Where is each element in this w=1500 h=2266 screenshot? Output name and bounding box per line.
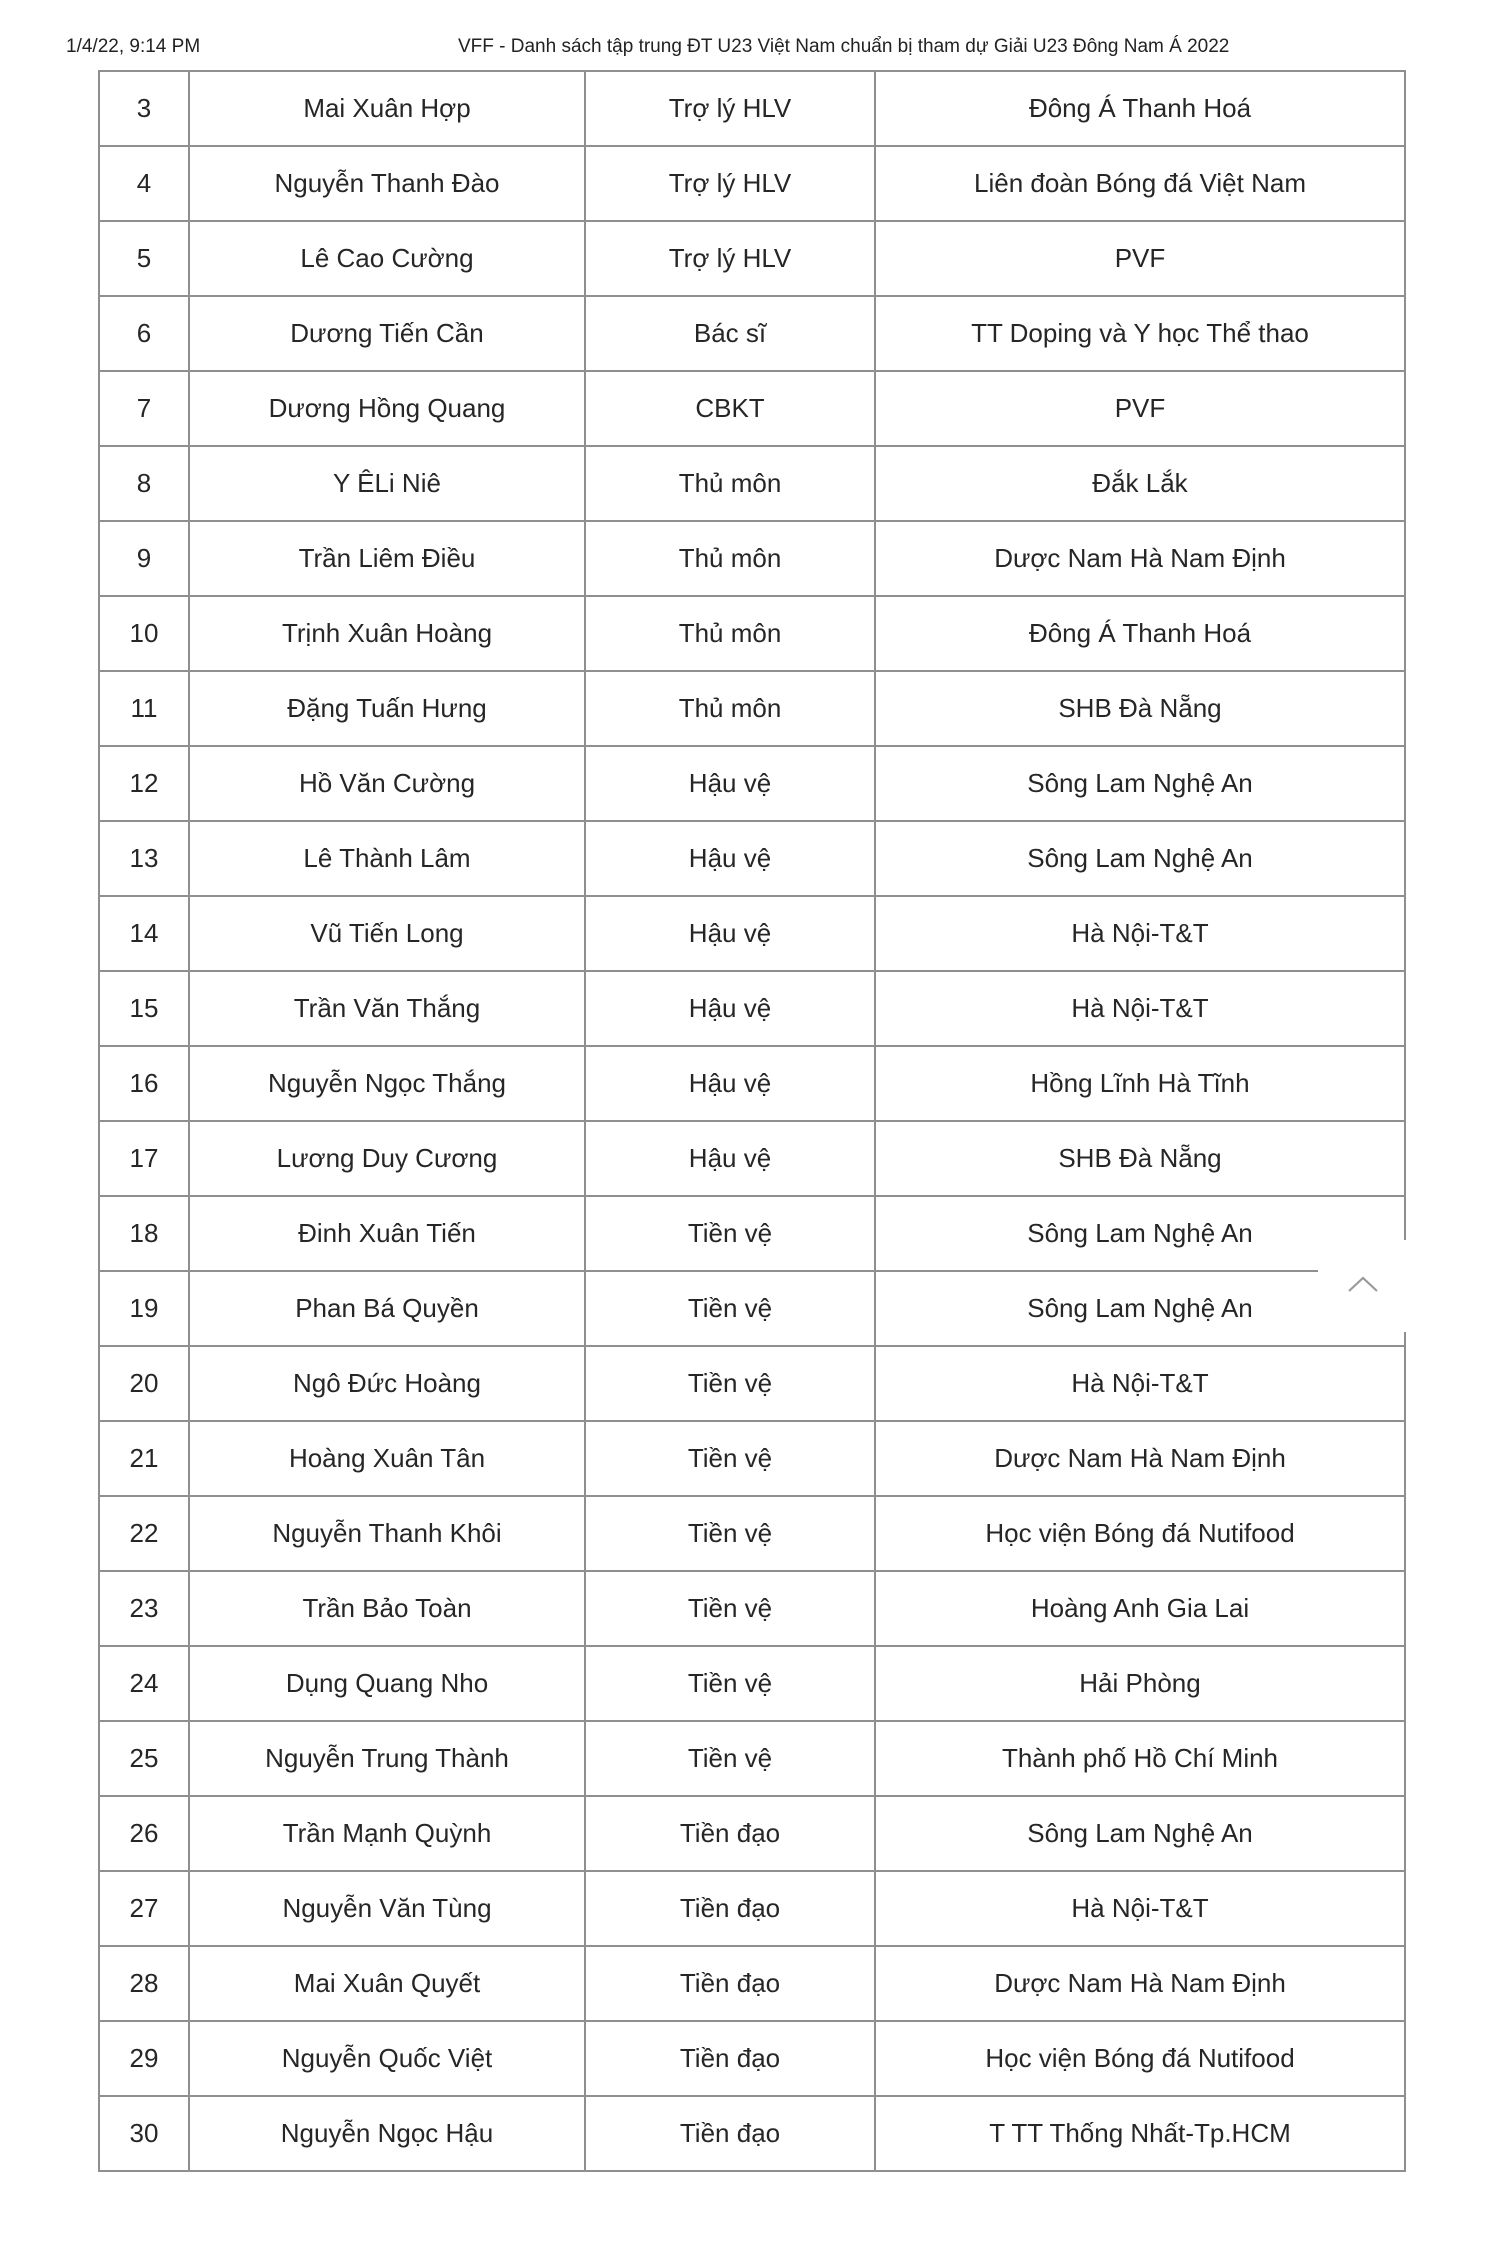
- cell-role: Tiền đạo: [585, 2096, 875, 2171]
- table-row: [99, 1196, 1405, 1271]
- print-title: VFF - Danh sách tập trung ĐT U23 Việt Nam chuẩn bị tham dự Giải U23 Đông Nam Á 2022: [458, 36, 1230, 57]
- roster-body: [99, 71, 1405, 2171]
- cell-role: Hậu vệ: [585, 971, 875, 1046]
- cell-name: Nguyễn Ngọc Hậu: [189, 2096, 585, 2171]
- table-row: [99, 2021, 1405, 2096]
- table-row: [99, 1046, 1405, 1121]
- table-row: [99, 521, 1405, 596]
- cell-number: 16: [99, 1046, 189, 1121]
- cell-club: T TT Thống Nhất-Tp.HCM: [875, 2096, 1405, 2171]
- cell-name: Đinh Xuân Tiến: [189, 1196, 585, 1271]
- cell-name: Ngô Đức Hoàng: [189, 1346, 585, 1421]
- cell-number: 18: [99, 1196, 189, 1271]
- cell-role: Hậu vệ: [585, 1121, 875, 1196]
- cell-number: 9: [99, 521, 189, 596]
- cell-number: 28: [99, 1946, 189, 2021]
- cell-role: Hậu vệ: [585, 1046, 875, 1121]
- cell-club: PVF: [875, 221, 1405, 296]
- cell-number: 4: [99, 146, 189, 221]
- cell-name: Nguyễn Trung Thành: [189, 1721, 585, 1796]
- cell-name: Trần Liêm Điều: [189, 521, 585, 596]
- cell-role: Tiền đạo: [585, 2021, 875, 2096]
- print-date: 1/4/22, 9:14 PM: [66, 36, 201, 57]
- cell-role: Thủ môn: [585, 446, 875, 521]
- cell-number: 15: [99, 971, 189, 1046]
- cell-club: Hà Nội-T&T: [875, 1871, 1405, 1946]
- cell-club: Sông Lam Nghệ An: [875, 746, 1405, 821]
- scroll-to-top-button[interactable]: [1318, 1240, 1408, 1332]
- cell-role: Tiền vệ: [585, 1496, 875, 1571]
- cell-number: 23: [99, 1571, 189, 1646]
- cell-name: Trần Mạnh Quỳnh: [189, 1796, 585, 1871]
- cell-role: Tiền đạo: [585, 1871, 875, 1946]
- cell-role: Trợ lý HLV: [585, 71, 875, 146]
- cell-club: Dược Nam Hà Nam Định: [875, 521, 1405, 596]
- cell-name: Trần Văn Thắng: [189, 971, 585, 1046]
- cell-number: 29: [99, 2021, 189, 2096]
- cell-number: 25: [99, 1721, 189, 1796]
- table-row: [99, 1496, 1405, 1571]
- cell-name: Dương Tiến Cần: [189, 296, 585, 371]
- roster-table: [98, 70, 1406, 2172]
- cell-name: Mai Xuân Quyết: [189, 1946, 585, 2021]
- table-row: [99, 1571, 1405, 1646]
- cell-number: 26: [99, 1796, 189, 1871]
- cell-role: Trợ lý HLV: [585, 221, 875, 296]
- print-header: [0, 0, 1500, 70]
- cell-club: SHB Đà Nẵng: [875, 671, 1405, 746]
- cell-club: Hải Phòng: [875, 1646, 1405, 1721]
- cell-name: Nguyễn Thanh Đào: [189, 146, 585, 221]
- cell-role: Tiền vệ: [585, 1646, 875, 1721]
- cell-name: Nguyễn Thanh Khôi: [189, 1496, 585, 1571]
- cell-name: Phan Bá Quyền: [189, 1271, 585, 1346]
- cell-name: Nguyễn Ngọc Thắng: [189, 1046, 585, 1121]
- cell-club: Dược Nam Hà Nam Định: [875, 1946, 1405, 2021]
- cell-name: Lê Cao Cường: [189, 221, 585, 296]
- cell-club: Đắk Lắk: [875, 446, 1405, 521]
- cell-number: 7: [99, 371, 189, 446]
- chevron-up-icon: [1346, 1274, 1380, 1299]
- cell-number: 3: [99, 71, 189, 146]
- cell-club: TT Doping và Y học Thể thao: [875, 296, 1405, 371]
- table-row: [99, 1871, 1405, 1946]
- table-row: [99, 1271, 1405, 1346]
- table-row: [99, 971, 1405, 1046]
- table-row: [99, 821, 1405, 896]
- cell-name: Vũ Tiến Long: [189, 896, 585, 971]
- cell-role: CBKT: [585, 371, 875, 446]
- cell-role: Hậu vệ: [585, 746, 875, 821]
- cell-number: 10: [99, 596, 189, 671]
- cell-number: 11: [99, 671, 189, 746]
- table-row: [99, 1796, 1405, 1871]
- cell-name: Lê Thành Lâm: [189, 821, 585, 896]
- table-row: [99, 896, 1405, 971]
- cell-number: 5: [99, 221, 189, 296]
- cell-club: Sông Lam Nghệ An: [875, 821, 1405, 896]
- cell-role: Thủ môn: [585, 671, 875, 746]
- cell-role: Tiền vệ: [585, 1346, 875, 1421]
- cell-role: Tiền vệ: [585, 1271, 875, 1346]
- cell-number: 17: [99, 1121, 189, 1196]
- table-row: [99, 746, 1405, 821]
- cell-number: 6: [99, 296, 189, 371]
- cell-name: Trịnh Xuân Hoàng: [189, 596, 585, 671]
- cell-club: Sông Lam Nghệ An: [875, 1196, 1405, 1271]
- cell-number: 13: [99, 821, 189, 896]
- cell-role: Tiền vệ: [585, 1421, 875, 1496]
- table-row: [99, 1946, 1405, 2021]
- table-row: [99, 1121, 1405, 1196]
- table-row: [99, 2096, 1405, 2171]
- table-row: [99, 296, 1405, 371]
- cell-club: Liên đoàn Bóng đá Việt Nam: [875, 146, 1405, 221]
- table-row: [99, 671, 1405, 746]
- cell-role: Tiền vệ: [585, 1721, 875, 1796]
- table-row: [99, 1421, 1405, 1496]
- cell-name: Lương Duy Cương: [189, 1121, 585, 1196]
- cell-club: Hà Nội-T&T: [875, 971, 1405, 1046]
- cell-role: Trợ lý HLV: [585, 146, 875, 221]
- cell-name: Nguyễn Quốc Việt: [189, 2021, 585, 2096]
- cell-number: 30: [99, 2096, 189, 2171]
- cell-role: Tiền vệ: [585, 1196, 875, 1271]
- cell-club: PVF: [875, 371, 1405, 446]
- cell-number: 19: [99, 1271, 189, 1346]
- cell-number: 24: [99, 1646, 189, 1721]
- cell-number: 12: [99, 746, 189, 821]
- cell-club: Thành phố Hồ Chí Minh: [875, 1721, 1405, 1796]
- cell-name: Dương Hồng Quang: [189, 371, 585, 446]
- cell-name: Mai Xuân Hợp: [189, 71, 585, 146]
- table-row: [99, 1346, 1405, 1421]
- cell-role: Thủ môn: [585, 596, 875, 671]
- cell-club: Học viện Bóng đá Nutifood: [875, 2021, 1405, 2096]
- table-row: [99, 71, 1405, 146]
- cell-number: 14: [99, 896, 189, 971]
- cell-number: 20: [99, 1346, 189, 1421]
- table-row: [99, 596, 1405, 671]
- cell-role: Bác sĩ: [585, 296, 875, 371]
- cell-name: Hoàng Xuân Tân: [189, 1421, 585, 1496]
- cell-club: Đông Á Thanh Hoá: [875, 596, 1405, 671]
- cell-number: 22: [99, 1496, 189, 1571]
- cell-name: Dụng Quang Nho: [189, 1646, 585, 1721]
- table-row: [99, 1721, 1405, 1796]
- table-row: [99, 446, 1405, 521]
- table-row: [99, 221, 1405, 296]
- cell-number: 21: [99, 1421, 189, 1496]
- cell-club: Hà Nội-T&T: [875, 1346, 1405, 1421]
- table-row: [99, 146, 1405, 221]
- cell-role: Tiền đạo: [585, 1796, 875, 1871]
- cell-role: Hậu vệ: [585, 821, 875, 896]
- cell-role: Tiền đạo: [585, 1946, 875, 2021]
- cell-name: Nguyễn Văn Tùng: [189, 1871, 585, 1946]
- cell-club: Sông Lam Nghệ An: [875, 1796, 1405, 1871]
- cell-club: Hồng Lĩnh Hà Tĩnh: [875, 1046, 1405, 1121]
- cell-name: Y ÊLi Niê: [189, 446, 585, 521]
- cell-role: Tiền vệ: [585, 1571, 875, 1646]
- cell-club: Sông Lam Nghệ An: [875, 1271, 1405, 1346]
- cell-role: Hậu vệ: [585, 896, 875, 971]
- cell-club: Hoàng Anh Gia Lai: [875, 1571, 1405, 1646]
- cell-club: Đông Á Thanh Hoá: [875, 71, 1405, 146]
- cell-name: Đặng Tuấn Hưng: [189, 671, 585, 746]
- cell-number: 8: [99, 446, 189, 521]
- table-row: [99, 371, 1405, 446]
- cell-role: Thủ môn: [585, 521, 875, 596]
- cell-club: Dược Nam Hà Nam Định: [875, 1421, 1405, 1496]
- cell-club: Hà Nội-T&T: [875, 896, 1405, 971]
- cell-club: SHB Đà Nẵng: [875, 1121, 1405, 1196]
- table-row: [99, 1646, 1405, 1721]
- cell-number: 27: [99, 1871, 189, 1946]
- cell-name: Hồ Văn Cường: [189, 746, 585, 821]
- cell-club: Học viện Bóng đá Nutifood: [875, 1496, 1405, 1571]
- cell-name: Trần Bảo Toàn: [189, 1571, 585, 1646]
